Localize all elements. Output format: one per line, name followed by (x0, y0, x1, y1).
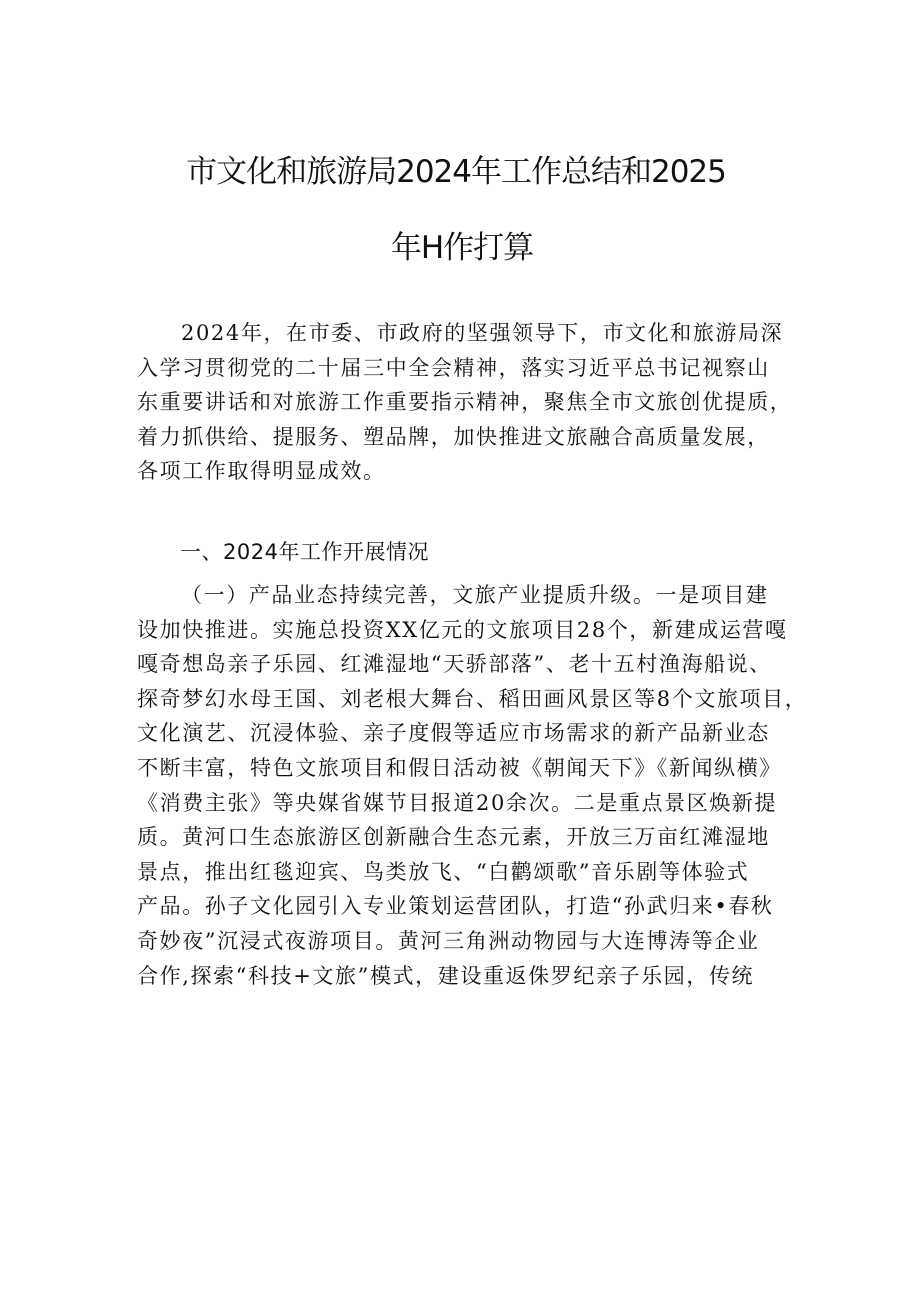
paragraph-line: 入学习贯彻党的二十届三中全会精神，落实习近平总书记视察山 (137, 355, 770, 380)
paragraph-line: 合作,探索“科技+文旅”模式，建设重返侏罗纪亲子乐园，传统 (137, 963, 755, 988)
paragraph-line: 各项工作取得明显成效。 (137, 459, 386, 484)
paragraph-section-1 (137, 578, 808, 993)
paragraph-line: 产品。孙子文化园引入专业策划运营团队，打造“孙武归来•春秋 (137, 894, 774, 919)
paragraph-line: 质。黄河口生态旅游区创新融合生态元素，开放三万亩红滩湿地 (137, 825, 770, 850)
paragraph-line: 不断丰富，特色文旅项目和假日活动被《朝闻天下》《新闻纵横》 (137, 755, 782, 780)
paragraph-line: 2024年，在市委、市政府的坚强领导下，市文化和旅游局深 (181, 321, 784, 345)
paragraph-line: 《消费主张》等央媒省媒节目报道20余次。二是重点景区焕新提 (137, 790, 778, 815)
paragraph-intro (137, 316, 797, 489)
paragraph-line: 设加快推进。实施总投资XX亿元的文旅项目28个，新建成运营嘎 (137, 617, 788, 642)
paragraph-line: （一）产品业态持续完善，文旅产业提质升级。一是项目建 (181, 583, 769, 607)
document-title-line-1: 市文化和旅游局2024年工作总结和2025 (186, 154, 726, 190)
paragraph-line: 着力抓供给、提服务、塑品牌，加快推进文旅融合高质量发展， (137, 424, 770, 449)
paragraph-line: 奇妙夜”沉浸式夜游项目。黄河三角洲动物园与大连博涛等企业 (137, 928, 760, 953)
paragraph-line: 文化演艺、沉浸体验、亲子度假等适应市场需求的新产品新业态 (137, 721, 770, 746)
section-heading: 一、2024年工作开展情况 (180, 540, 429, 564)
paragraph-line: 探奇梦幻水母王国、刘老根大舞台、稻田画风景区等8个文旅项目， (137, 686, 808, 711)
paragraph-line: 嘎奇想岛亲子乐园、红滩湿地“天骄部落”、老十五村渔海船说、 (137, 652, 772, 677)
document-title-line-2: 年H作打算 (390, 230, 534, 266)
paragraph-line: 东重要讲话和对旅游工作重要指示精神，聚焦全市文旅创优提质， (137, 390, 793, 415)
paragraph-line: 景点，推出红毯迎宾、鸟类放飞、“白鹳颂歌”音乐剧等体验式 (137, 859, 750, 884)
